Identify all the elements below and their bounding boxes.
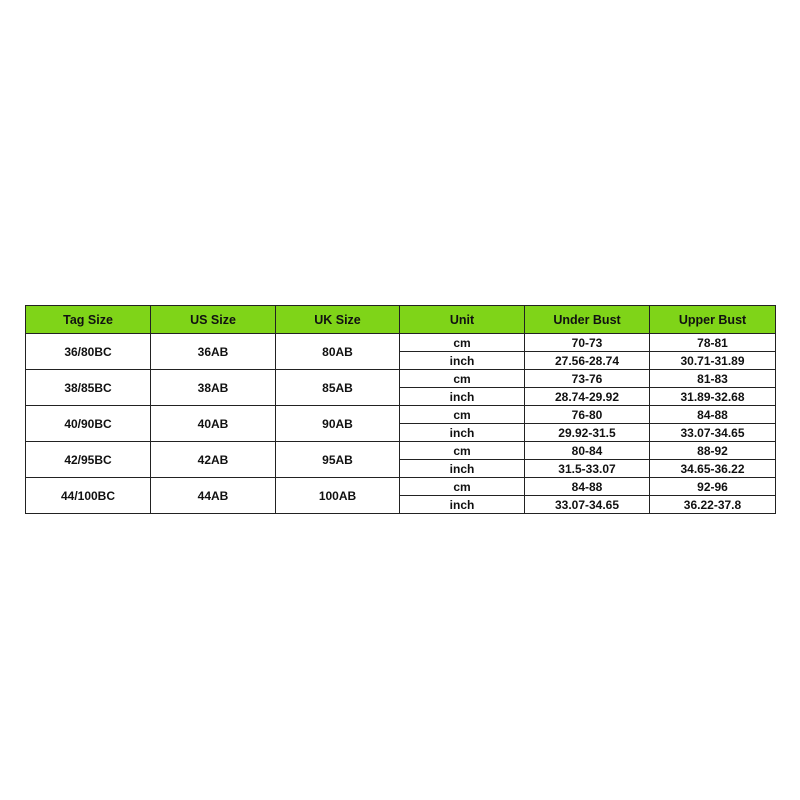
table-row bbox=[26, 478, 776, 496]
tag-size-cell: 44/100BC bbox=[26, 478, 151, 514]
unit-cell: cm bbox=[400, 334, 525, 352]
size-table bbox=[25, 305, 776, 514]
under-bust-cell: 27.56-28.74 bbox=[525, 352, 650, 370]
upper-bust-cell: 30.71-31.89 bbox=[650, 352, 776, 370]
tag-size-cell: 40/90BC bbox=[26, 406, 151, 442]
upper-bust-cell: 78-81 bbox=[650, 334, 776, 352]
unit-cell: inch bbox=[400, 424, 525, 442]
tag-size-cell: 42/95BC bbox=[26, 442, 151, 478]
under-bust-cell: 80-84 bbox=[525, 442, 650, 460]
upper-bust-cell: 34.65-36.22 bbox=[650, 460, 776, 478]
header-row bbox=[26, 306, 776, 334]
unit-cell: cm bbox=[400, 406, 525, 424]
upper-bust-cell: 31.89-32.68 bbox=[650, 388, 776, 406]
unit-cell: inch bbox=[400, 496, 525, 514]
unit-cell: cm bbox=[400, 478, 525, 496]
under-bust-cell: 76-80 bbox=[525, 406, 650, 424]
us-size-cell: 40AB bbox=[151, 406, 276, 442]
unit-cell: cm bbox=[400, 370, 525, 388]
unit-cell: inch bbox=[400, 388, 525, 406]
under-bust-cell: 33.07-34.65 bbox=[525, 496, 650, 514]
us-size-cell: 36AB bbox=[151, 334, 276, 370]
upper-bust-cell: 88-92 bbox=[650, 442, 776, 460]
upper-bust-cell: 33.07-34.65 bbox=[650, 424, 776, 442]
under-bust-cell: 31.5-33.07 bbox=[525, 460, 650, 478]
upper-bust-cell: 92-96 bbox=[650, 478, 776, 496]
unit-cell: inch bbox=[400, 352, 525, 370]
header-uk-size: UK Size bbox=[276, 306, 400, 334]
header-upper-bust: Upper Bust bbox=[650, 306, 776, 334]
header-us-size: US Size bbox=[151, 306, 276, 334]
tag-size-cell: 38/85BC bbox=[26, 370, 151, 406]
under-bust-cell: 70-73 bbox=[525, 334, 650, 352]
upper-bust-cell: 81-83 bbox=[650, 370, 776, 388]
under-bust-cell: 28.74-29.92 bbox=[525, 388, 650, 406]
uk-size-cell: 80AB bbox=[276, 334, 400, 370]
header-unit: Unit bbox=[400, 306, 525, 334]
uk-size-cell: 90AB bbox=[276, 406, 400, 442]
us-size-cell: 42AB bbox=[151, 442, 276, 478]
upper-bust-cell: 36.22-37.8 bbox=[650, 496, 776, 514]
uk-size-cell: 85AB bbox=[276, 370, 400, 406]
uk-size-cell: 100AB bbox=[276, 478, 400, 514]
table-row bbox=[26, 334, 776, 352]
under-bust-cell: 29.92-31.5 bbox=[525, 424, 650, 442]
under-bust-cell: 73-76 bbox=[525, 370, 650, 388]
us-size-cell: 38AB bbox=[151, 370, 276, 406]
uk-size-cell: 95AB bbox=[276, 442, 400, 478]
header-under-bust: Under Bust bbox=[525, 306, 650, 334]
header-tag-size: Tag Size bbox=[26, 306, 151, 334]
table-row bbox=[26, 406, 776, 424]
table-row bbox=[26, 442, 776, 460]
upper-bust-cell: 84-88 bbox=[650, 406, 776, 424]
table-row bbox=[26, 370, 776, 388]
tag-size-cell: 36/80BC bbox=[26, 334, 151, 370]
unit-cell: inch bbox=[400, 460, 525, 478]
us-size-cell: 44AB bbox=[151, 478, 276, 514]
unit-cell: cm bbox=[400, 442, 525, 460]
under-bust-cell: 84-88 bbox=[525, 478, 650, 496]
size-chart bbox=[25, 305, 775, 514]
